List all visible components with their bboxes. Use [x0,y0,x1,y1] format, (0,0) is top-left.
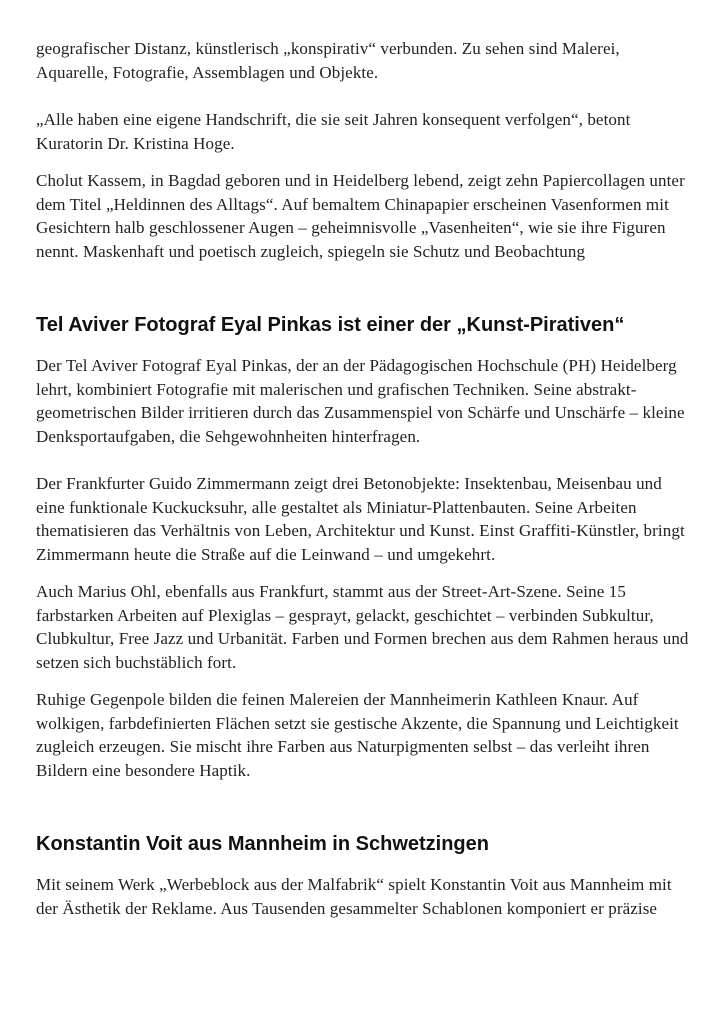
section-heading-eyal-pinkas: Tel Aviver Fotograf Eyal Pinkas ist einer der „Kunst-Pirativen“ [36,314,625,336]
article-paragraph-quote-kuratorin: „Alle haben eine eigene Handschrift, die sie seit Jahren konsequent verfolgen“, betont Kuratorin Dr. Kristina Hoge. [36,110,631,153]
article-paragraph-cholut-kassem: Cholut Kassem, in Bagdad geboren und in Heidelberg lebend, zeigt zehn Papiercollagen unter dem Titel „Heldinnen des Alltags“. Auf bemaltem Chinapapier erscheinen Vasenformen mit Gesichtern halb geschlossener Augen – geheimnisvolle „Vasenheiten“, wie sie ihre Figuren nennt. Maskenhaft und poetisch zugleich, spiegeln sie Schutz und Beobachtung [36,171,685,261]
article-body [36,37,690,920]
article-paragraph-eyal-pinkas: Der Tel Aviver Fotograf Eyal Pinkas, der an der Pädagogischen Hochschule (PH) Heidelberg lehrt, kombiniert Fotografie mit malerischen und grafischen Techniken. Seine abstrakt-geometrischen Bilder irritieren durch das Zusammenspiel von Schärfe und Unschärfe – kleine Denksportaufgaben, die Sehgewohnheiten hinterfragen. [36,356,685,446]
article-paragraph-konstantin-voit-cut: Mit seinem Werk „Werbeblock aus der Malfabrik“ spielt Konstantin Voit aus Mannheim mit der Ästhetik der Reklame. Aus Tausenden gesammelter Schablonen komponiert er präzise [36,875,672,918]
article-paragraph-intro-cut: geografischer Distanz, künstlerisch „konspirativ“ verbunden. Zu sehen sind Malerei, Aquarelle, Fotografie, Assemblagen und Objekte. [36,39,620,82]
article-paragraph-guido-zimmermann: Der Frankfurter Guido Zimmermann zeigt drei Betonobjekte: Insektenbau, Meisenbau und eine funktionale Kuckucksuhr, alle gestaltet als Miniatur-Plattenbauten. Seine Arbeiten thematisieren das Verhältnis von Leben, Architektur und Kunst. Einst Graffiti-Künstler, bringt Zimmermann heute die Straße auf die Leinwand – und umgekehrt. [36,474,685,564]
section-heading-konstantin-voit: Konstantin Voit aus Mannheim in Schwetzingen [36,833,489,855]
article-paragraph-kathleen-knaur: Ruhige Gegenpole bilden die feinen Malereien der Mannheimerin Kathleen Knaur. Auf wolkigen, farbdefinierten Flächen setzt sie gestische Akzente, die Spannung und Leichtigkeit zugleich erzeugen. Sie mischt ihre Farben aus Naturpigmenten selbst – das verleiht ihren Bildern eine besondere Haptik. [36,690,679,780]
article-paragraph-marius-ohl: Auch Marius Ohl, ebenfalls aus Frankfurt, stammt aus der Street-Art-Szene. Seine 15 farbstarken Arbeiten auf Plexiglas – gesprayt, gelackt, geschichtet – verbinden Subkultur, Clubkultur, Free Jazz und Urbanität. Farben und Formen brechen aus dem Rahmen heraus und setzen sich buchstäblich fort. [36,582,689,672]
